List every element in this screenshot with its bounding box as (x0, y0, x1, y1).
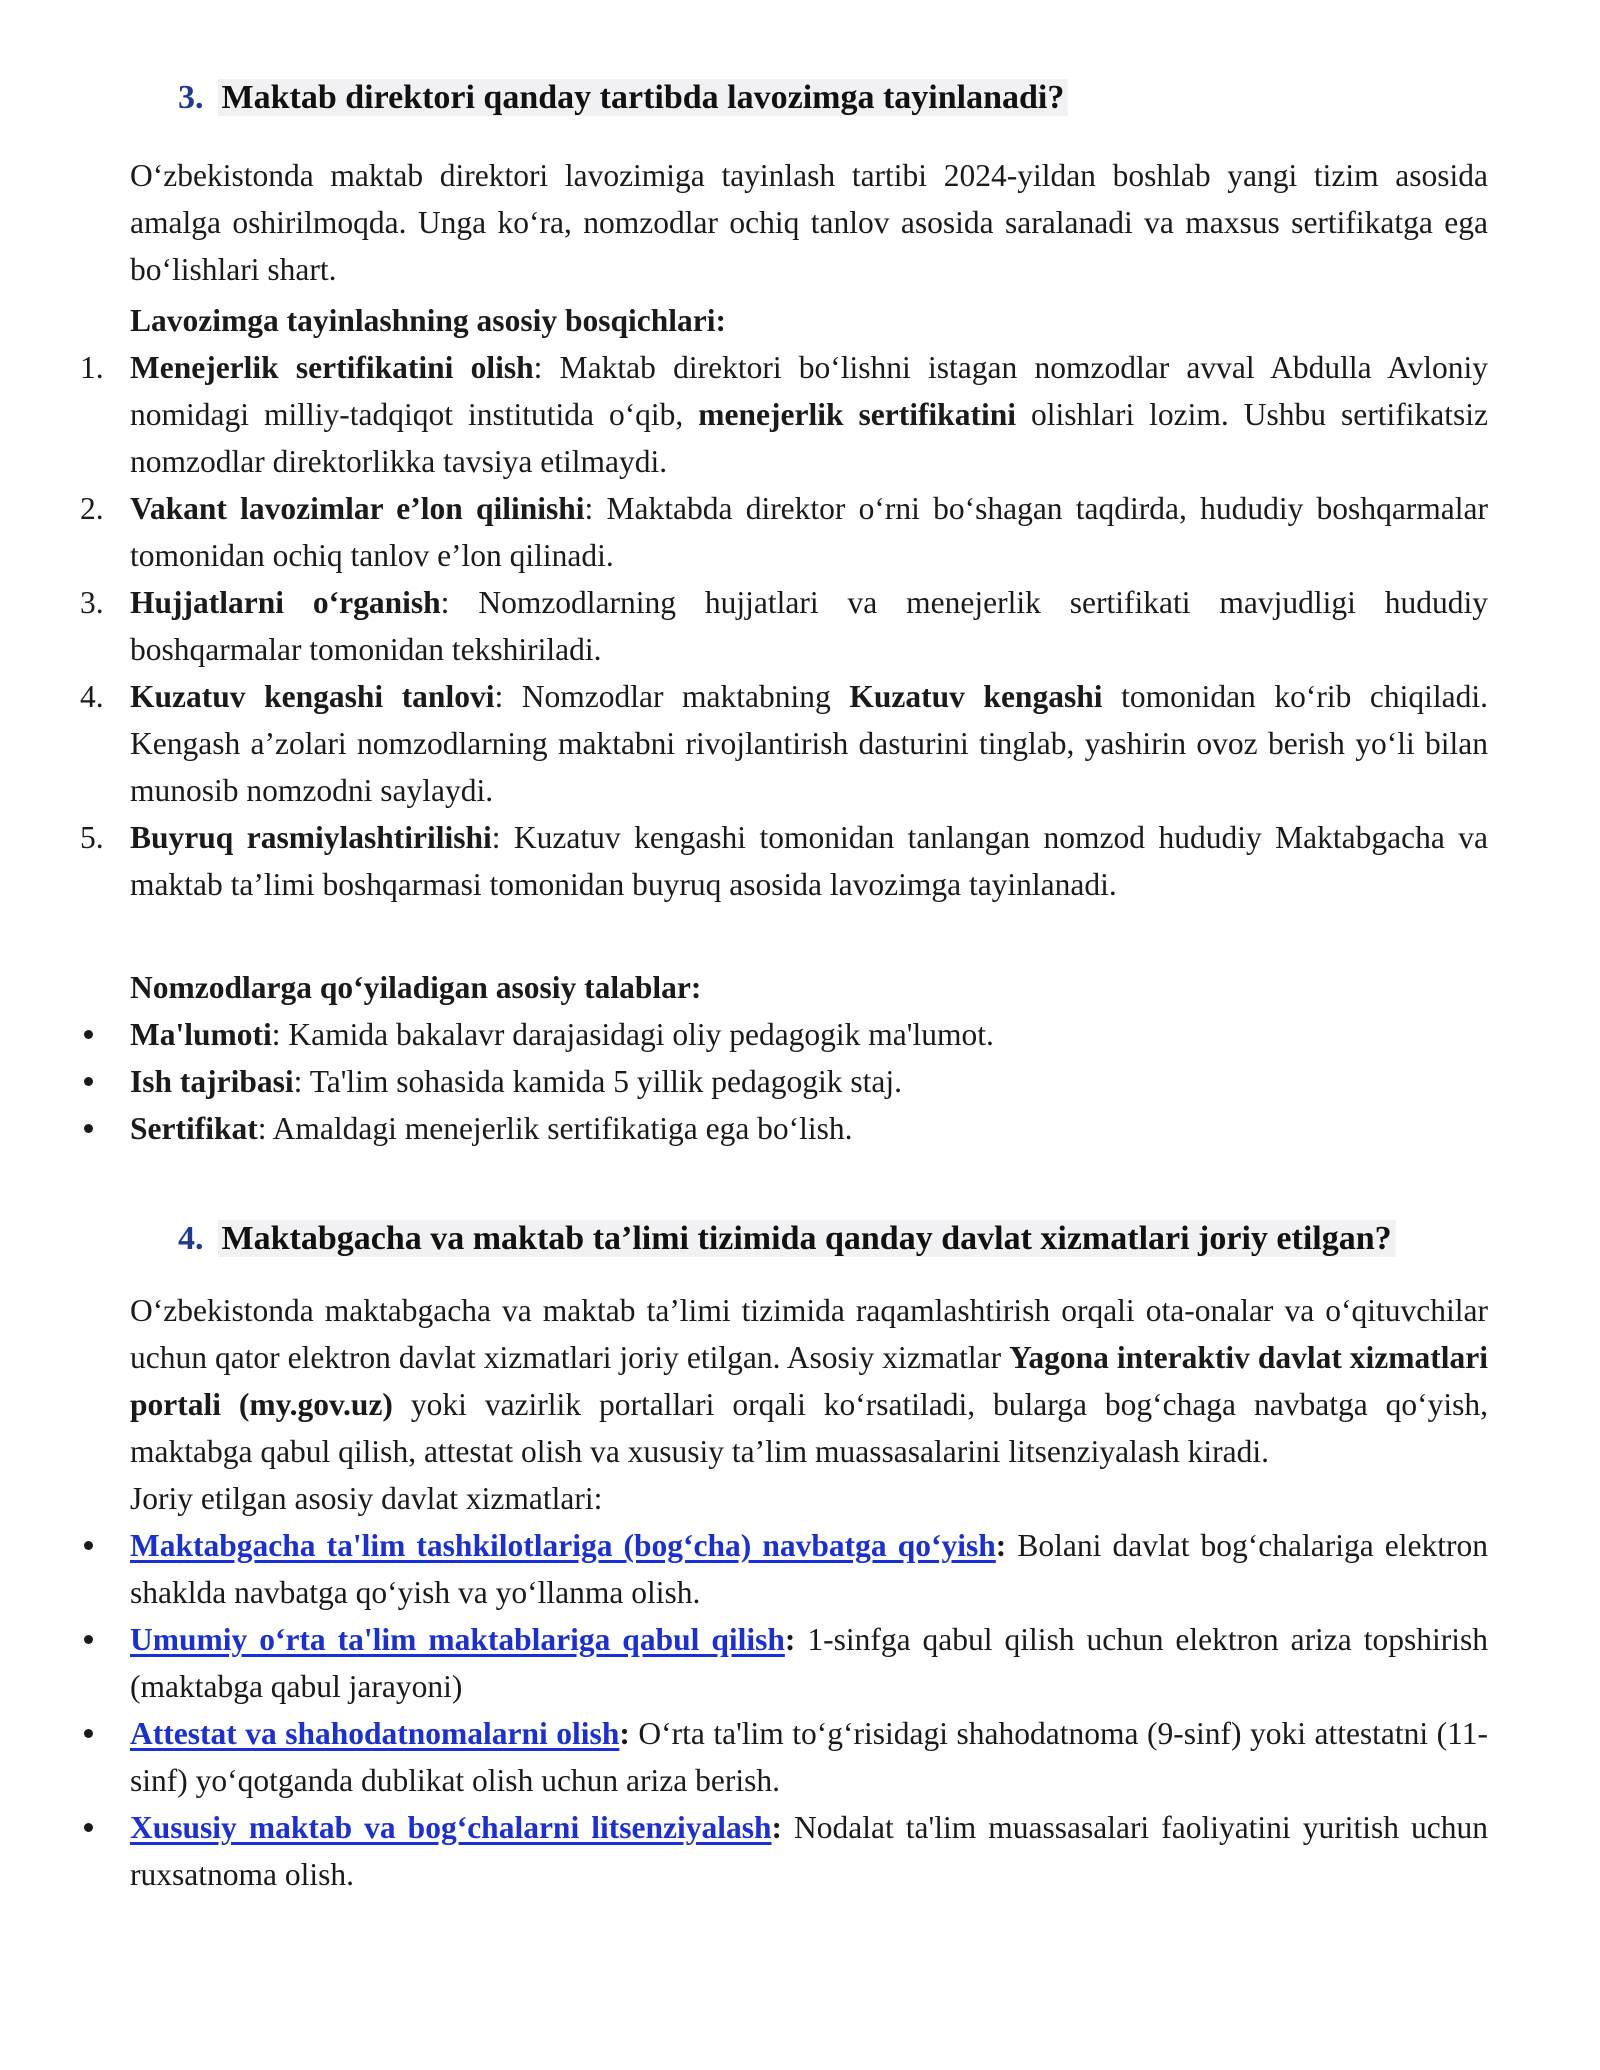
requirement-title: Ma'lumoti (130, 1017, 272, 1052)
requirements-list (130, 1011, 1488, 1152)
step-number: 2. (80, 491, 104, 526)
step-text: : Maktab direktori bo‘lishni istagan nomzodlar avval Abdulla Avloniy nomidagi milliy-tadqiqot institutida o‘qib, (130, 350, 1489, 432)
steps-list (80, 344, 1489, 908)
section-3-title: Maktab direktori qanday tartibda lavozimga tayinlanadi? (218, 79, 1069, 116)
service-item (130, 1710, 1488, 1804)
step-title: Hujjatlarni o‘rganish (130, 585, 441, 620)
step-number: 3. (80, 585, 104, 620)
requirement-text: : Amaldagi menejerlik sertifikatiga ega bo‘lish. (257, 1111, 853, 1146)
section-4-title: Maktabgacha va maktab ta’limi tizimida qanday davlat xizmatlari joriy etilgan? (218, 1220, 1396, 1257)
step-title: Vakant lavozimlar e’lon qilinishi (130, 491, 585, 526)
step-number: 4. (80, 679, 104, 714)
service-item (130, 1522, 1488, 1616)
section-3-number: 3. (178, 79, 204, 116)
step-text: : Maktabda direktor o‘rni bo‘shagan taqdirda, hududiy boshqarmalar tomonidan ochiq tanlov e’lon qilinadi. (130, 491, 1488, 573)
step-title: Buyruq rasmiylashtirilishi (130, 820, 492, 855)
bullet-icon (84, 1124, 93, 1133)
requirement-item (130, 1105, 1488, 1152)
section-3-intro: O‘zbekistonda maktab direktori lavozimiga tayinlash tartibi 2024-yildan boshlab yangi tizim asosida amalga oshirilmoqda. Unga ko‘ra, nomzodlar ochiq tanlov asosida saralanadi va maxsus sertifikatga ega bo‘lishlari shart. (130, 158, 1488, 287)
requirement-item (130, 1058, 1488, 1105)
steps-heading: Lavozimga tayinlashning asosiy bosqichlari: (130, 303, 726, 338)
step-text: : Nomzodlar maktabning (494, 679, 850, 714)
portal-name: Yagona interaktiv davlat xizmatlari portali (my.gov.uz) (130, 1340, 1489, 1422)
step-text: tomonidan ko‘rib chiqiladi. Kengash a’zolari nomzodlarning maktabni rivojlantirish dasturini tinglab, yashirin ovoz berish yo‘li bilan munosib nomzodni saylaydi. (130, 679, 1489, 808)
section-3-steps-block (80, 297, 1489, 908)
requirement-text: : Ta'lim sohasida kamida 5 yillik pedagogik staj. (293, 1064, 902, 1099)
services-heading: Joriy etilgan asosiy davlat xizmatlari: (130, 1481, 603, 1516)
step-item (80, 344, 1489, 485)
service-link-certificates[interactable]: Attestat va shahodatnomalarni olish (130, 1716, 620, 1751)
service-link-kindergarten-queue[interactable]: Maktabgacha ta'lim tashkilotlariga (bog‘cha) navbatga qo‘yish (130, 1528, 996, 1563)
requirement-title: Ish tajribasi (130, 1064, 294, 1099)
service-colon: : (995, 1528, 1007, 1563)
step-item (80, 673, 1489, 814)
section-4-body (130, 1287, 1488, 1898)
section-4-heading (178, 1216, 1396, 1262)
step-item (80, 579, 1489, 673)
section-4-intro (130, 1287, 1488, 1475)
intro-text: yoki vazirlik portallari orqali ko‘rsatiladi, bularga bog‘chaga navbatga qo‘yish, maktabga qabul qilish, attestat olish va xususiy ta’lim muassasalarini litsenziyalash kiradi. (130, 1387, 1488, 1469)
service-text: O‘rta ta'lim to‘g‘risidagi shahodatnoma (9-sinf) yoki attestatni (11-sinf) yo‘qotganda dublikat olish uchun ariza berish. (130, 1716, 1488, 1798)
step-title: Menejerlik sertifikatini olish (130, 350, 534, 385)
service-text: Bolani davlat bog‘chalariga elektron shaklda navbatga qo‘yish va yo‘llanma olish. (130, 1528, 1489, 1610)
section-4-number: 4. (178, 1220, 204, 1257)
section-3-requirements-block (130, 964, 1488, 1152)
service-colon: : (619, 1716, 630, 1751)
requirements-heading: Nomzodlarga qo‘yiladigan asosiy talablar: (130, 970, 702, 1005)
service-link-school-admission[interactable]: Umumiy o‘rta ta'lim maktablariga qabul qilish (130, 1622, 785, 1657)
bullet-icon (84, 1030, 93, 1039)
requirement-title: Sertifikat (130, 1111, 258, 1146)
bullet-icon (84, 1077, 93, 1086)
intro-text: O‘zbekistonda maktabgacha va maktab ta’limi tizimida raqamlashtirish orqali ota-onalar va o‘qituvchilar uchun qator elektron davlat xizmatlari joriy etilgan. Asosiy xizmatlar (130, 1293, 1488, 1375)
requirement-text: : Kamida bakalavr darajasidagi oliy pedagogik ma'lumot. (271, 1017, 994, 1052)
step-text: olishlari lozim. Ushbu sertifikatsiz nomzodlar direktorlikka tavsiya etilmaydi. (130, 397, 1488, 479)
service-colon: : (771, 1810, 782, 1845)
bullet-icon (84, 1729, 93, 1738)
service-item (130, 1804, 1488, 1898)
service-text: 1-sinfga qabul qilish uchun elektron ariza topshirish (maktabga qabul jarayoni) (130, 1622, 1488, 1704)
service-item (130, 1616, 1488, 1710)
service-link-licensing[interactable]: Xususiy maktab va bog‘chalarni litsenziyalash (130, 1810, 772, 1845)
section-3-heading (178, 75, 1068, 121)
step-text: : Nomzodlarning hujjatlari va menejerlik sertifikati mavjudligi hududiy boshqarmalar tomonidan tekshiriladi. (130, 585, 1489, 667)
step-title: Kuzatuv kengashi tanlovi (130, 679, 495, 714)
step-item (80, 814, 1488, 908)
step-emphasis: Kuzatuv kengashi (849, 679, 1103, 714)
services-list (130, 1522, 1488, 1898)
bullet-icon (84, 1541, 93, 1550)
step-item (80, 485, 1488, 579)
bullet-icon (84, 1635, 93, 1644)
requirement-item (130, 1011, 1488, 1058)
step-text: : Kuzatuv kengashi tomonidan tanlangan nomzod hududiy Maktabgacha va maktab ta’limi boshqarmasi tomonidan buyruq asosida lavozimga tayinlanadi. (130, 820, 1488, 902)
bullet-icon (84, 1823, 93, 1832)
step-number: 5. (80, 820, 104, 855)
service-colon: : (784, 1622, 796, 1657)
step-number: 1. (80, 350, 104, 385)
service-text: Nodalat ta'lim muassasalari faoliyatini yuritish uchun ruxsatnoma olish. (130, 1810, 1488, 1892)
step-emphasis: menejerlik sertifikatini (698, 397, 1016, 432)
